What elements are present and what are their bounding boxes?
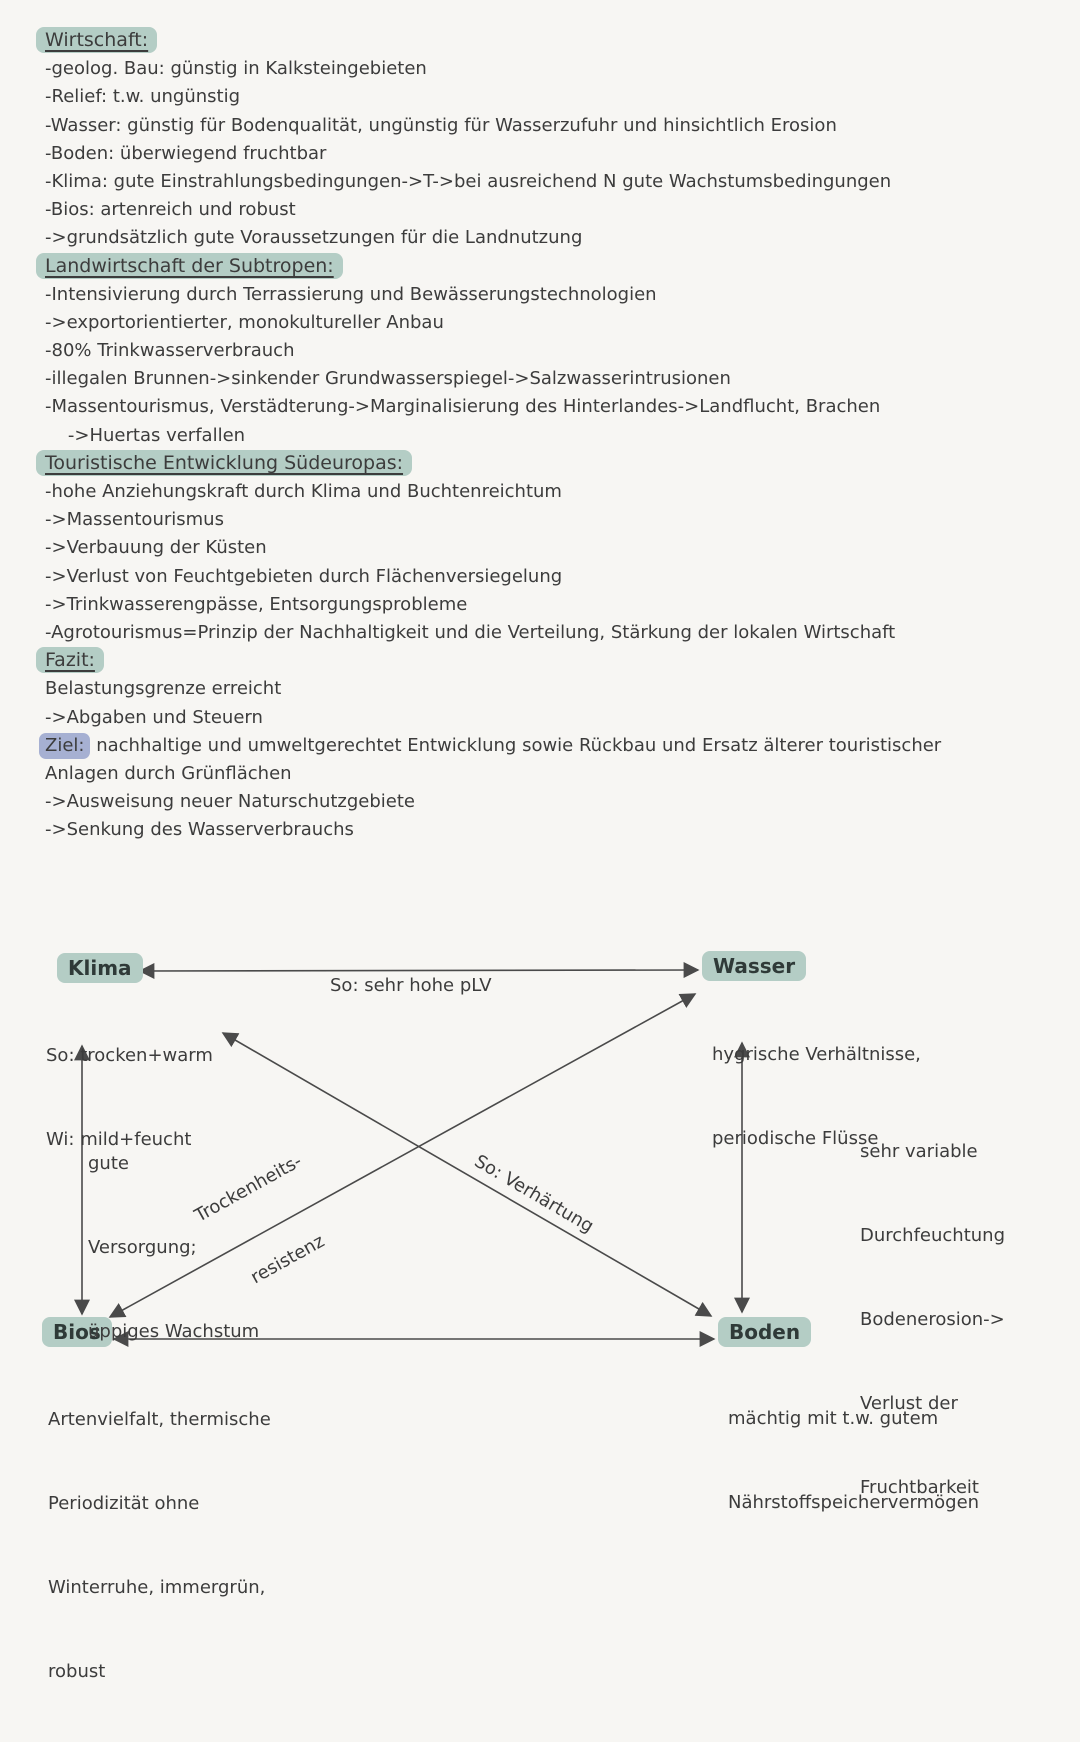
node-klima: Klima xyxy=(57,953,143,983)
note-line: -Klima: gute Einstrahlungsbedingungen->T->bei ausreichend N gute Wachstumsbedingungen xyxy=(45,170,892,192)
note-wasser-boden xyxy=(860,1082,1005,1558)
klima-bios-label-line: Versorgung; xyxy=(88,1237,197,1258)
edge-label-klima-wasser: So: sehr hohe pLV xyxy=(330,975,492,996)
note-line: ->Verlust von Feuchtgebieten durch Flächenversiegelung xyxy=(45,565,563,587)
note-line: ->grundsätzlich gute Voraussetzungen für die Landnutzung xyxy=(45,227,583,249)
right-note-line: Durchfeuchtung xyxy=(860,1225,1006,1246)
note-line: -hohe Anziehungskraft durch Klima und Buchtenreichtum xyxy=(45,481,562,502)
boden-sub-line: Nährstoffspeichervermögen xyxy=(728,1492,980,1513)
bios-sub-line: Periodizität ohne xyxy=(48,1493,200,1514)
right-note-line: sehr variable xyxy=(860,1141,978,1162)
note-line: ->Massentourismus xyxy=(45,509,224,531)
section-heading-tourismus: Touristische Entwicklung Südeuropas: xyxy=(36,450,412,476)
wasser-sub-line: hygrische Verhältnisse, xyxy=(712,1044,921,1065)
note-line: ->Verbauung der Küsten xyxy=(45,537,267,559)
node-bios-sub xyxy=(48,1350,271,1742)
right-note-line: Fruchtbarkeit xyxy=(860,1477,979,1498)
note-line: ->Abgaben und Steuern xyxy=(45,706,263,728)
note-line: ->Senkung des Wasserverbrauchs xyxy=(45,819,354,841)
note-line: -Boden: überwiegend fruchtbar xyxy=(45,142,327,164)
bios-sub-line: Winterruhe, immergrün, xyxy=(48,1577,266,1598)
note-line: Belastungsgrenze erreicht xyxy=(45,678,282,700)
ziel-badge: Ziel: xyxy=(39,733,90,759)
note-line: Anlagen durch Grünflächen xyxy=(45,762,292,784)
note-line: -geolog. Bau: günstig in Kalksteingebieten xyxy=(45,58,427,80)
trockenheit-label-line: resistenz xyxy=(247,1230,329,1289)
note-line: ->exportorientierter, monokultureller Anbau xyxy=(45,311,444,333)
note-line: -Wasser: günstig für Bodenqualität, ungünstig für Wasserzufuhr und hinsichtlich Erosion xyxy=(45,114,837,136)
note-line: ->Ausweisung neuer Naturschutzgebiete xyxy=(45,791,415,813)
right-note-line: Verlust der xyxy=(860,1393,958,1414)
section-heading-wirtschaft: Wirtschaft: xyxy=(36,27,157,53)
klima-sub-line: Wi: mild+feucht xyxy=(46,1129,192,1150)
note-line: ->Huertas verfallen xyxy=(45,424,246,446)
section-heading-fazit: Fazit: xyxy=(36,647,104,673)
edge-label-klima-boden: So: Verhärtung xyxy=(470,1150,598,1238)
klima-bios-label-line: üppiges Wachstum xyxy=(88,1321,260,1342)
note-line: -illegalen Brunnen->sinkender Grundwasserspiegel->Salzwasserintrusionen xyxy=(45,368,731,390)
section-heading-landwirtschaft: Landwirtschaft der Subtropen: xyxy=(36,253,343,279)
note-line: -Relief: t.w. ungünstig xyxy=(45,86,241,108)
ziel-text: nachhaltige und umweltgerechtet Entwicklung sowie Rückbau und Ersatz älterer touristischer xyxy=(90,734,942,756)
node-boden: Boden xyxy=(718,1317,811,1347)
note-line: -80% Trinkwasserverbrauch xyxy=(45,340,295,362)
node-bios: Bios xyxy=(42,1317,112,1347)
arrow-klima-wasser xyxy=(140,970,698,971)
bios-sub-line: Artenvielfalt, thermische xyxy=(48,1409,271,1430)
klima-sub-line: So: trocken+warm xyxy=(46,1045,213,1066)
wasser-sub-line: periodische Flüsse xyxy=(712,1128,879,1149)
right-note-line: Bodenerosion-> xyxy=(860,1309,1005,1330)
node-wasser: Wasser xyxy=(702,951,806,981)
note-line: -Intensivierung durch Terrassierung und Bewässerungstechnologien xyxy=(45,283,657,305)
note-line: -Massentourismus, Verstädterung->Marginalisierung des Hinterlandes->Landflucht, Brachen xyxy=(45,396,881,418)
note-line: -Agrotourismus=Prinzip der Nachhaltigkeit und die Verteilung, Stärkung der lokalen Wirtschaft xyxy=(45,621,896,643)
trockenheit-label-line: Trockenheits- xyxy=(191,1150,306,1227)
boden-sub-line: mächtig mit t.w. gutem xyxy=(728,1408,939,1429)
note-line: ->Trinkwasserengpässe, Entsorgungsprobleme xyxy=(45,593,468,615)
bios-sub-line: robust xyxy=(48,1661,106,1682)
note-line: -Bios: artenreich und robust xyxy=(45,199,296,221)
klima-bios-label-line: gute xyxy=(88,1153,129,1174)
